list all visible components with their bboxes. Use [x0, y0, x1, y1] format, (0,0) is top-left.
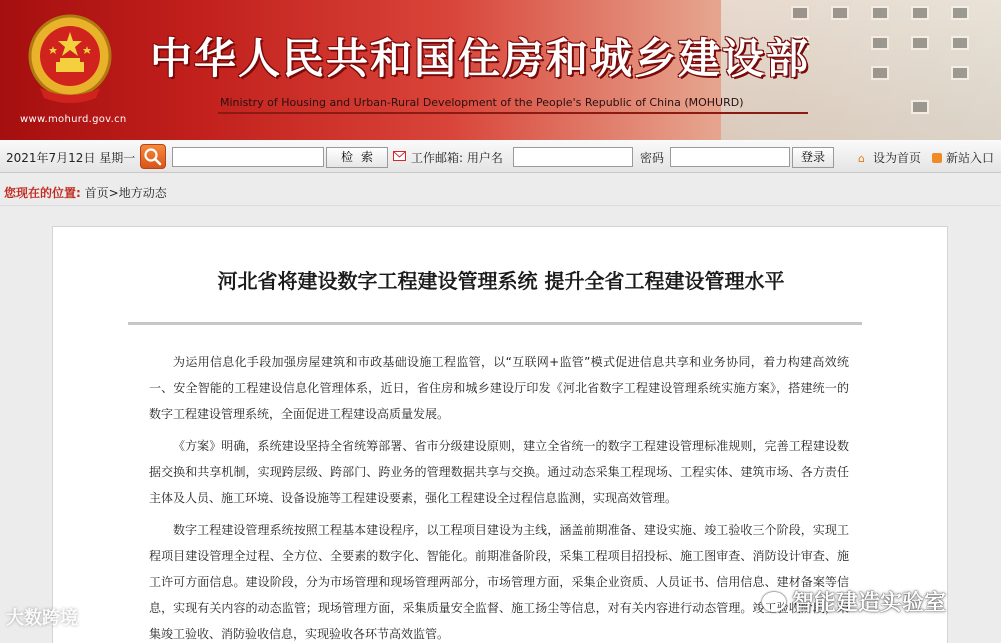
watermark-right: 智能建造实验室 — [762, 586, 946, 617]
work-mail-label: 工作邮箱: 用户名 — [411, 151, 503, 165]
watermark-left: 大数跨境 — [6, 608, 78, 629]
set-homepage-label: 设为首页 — [873, 151, 922, 165]
mail-icon — [393, 151, 406, 161]
home-icon: ⌂ — [858, 152, 865, 165]
login-button[interactable]: 登录 — [792, 147, 834, 168]
username-field[interactable] — [513, 147, 633, 167]
article-title: 河北省将建设数字工程建设管理系统 提升全省工程建设管理水平 — [217, 269, 785, 293]
breadcrumb-path[interactable]: 首页>地方动态 — [84, 186, 167, 200]
top-toolbar — [0, 140, 1001, 173]
national-emblem-icon — [26, 10, 114, 108]
wechat-icon — [762, 592, 786, 612]
site-banner — [0, 0, 1001, 140]
article-paragraph: 《方案》明确，系统建设坚持全省统筹部署、省市分级建设原则，建立全省统一的数字工程建设管理标准规则，完善工程建设数据交换和共享机制，实现跨层级、跨部门、跨业务的管理数据共享与交换。通过动态采集工程现场、工程实体、建筑市场、各方责任主体及人员、施工环境、设备设施等工程建设要素，强化工程建设全过程信息监测，实现高效管理。 — [149, 439, 849, 505]
ministry-title-cn: 中华人民共和国住房和城乡建设部 — [150, 34, 811, 83]
ministry-title-en: Ministry of Housing and Urban-Rural Development of the People's Republic of China (MOHURD) — [220, 96, 744, 109]
article-paragraph: 数字工程建设管理系统按照工程基本建设程序，以工程项目建设为主线，涵盖前期准备、建设实施、竣工验收三个阶段，实现工程项目建设管理全过程、全方位、全要素的数字化、智能化。前期准备阶段，采集工程项目招投标、施工图审查、消防设计审查、施工许可方面信息。建设阶段，分为市场管理和现场管理两部分，市场管理方面，采集企业资质、人员证书、信用信息、建材备案等信息，实现有关内容的动态监管；现场管理方面，采集质量安全监督、施工扬尘等信息，对有关内容进行动态管理。竣工验收阶段，采集竣工验收、消防验收信息，实现验收各环节高效监管。 — [149, 523, 849, 641]
set-homepage-link[interactable] — [858, 149, 921, 166]
banner-divider — [218, 112, 808, 114]
breadcrumb-label: 您现在的位置: — [4, 186, 81, 200]
new-site-link[interactable] — [932, 149, 994, 166]
article-panel — [52, 226, 948, 643]
article-body — [149, 349, 849, 643]
search-button[interactable]: 检索 — [326, 147, 388, 168]
password-field[interactable] — [670, 147, 790, 167]
new-site-label: 新站入口 — [946, 151, 995, 165]
breadcrumb — [0, 178, 1001, 206]
title-divider — [128, 322, 862, 325]
search-input[interactable] — [172, 147, 324, 167]
search-icon[interactable] — [140, 144, 166, 169]
password-label: 密码 — [640, 151, 665, 165]
current-date: 2021年7月12日 星期一 — [6, 151, 136, 165]
site-url: www.mohurd.gov.cn — [20, 114, 127, 125]
rss-icon — [932, 153, 942, 163]
article-paragraph: 为运用信息化手段加强房屋建筑和市政基础设施工程监管，以“互联网+监管”模式促进信息共享和业务协同，着力构建高效统一、安全智能的工程建设信息化管理体系，近日，省住房和城乡建设厅印发《河北省数字工程建设管理系统实施方案》，搭建统一的数字工程建设管理系统，全面促进工程建设高质量发展。 — [149, 355, 849, 421]
